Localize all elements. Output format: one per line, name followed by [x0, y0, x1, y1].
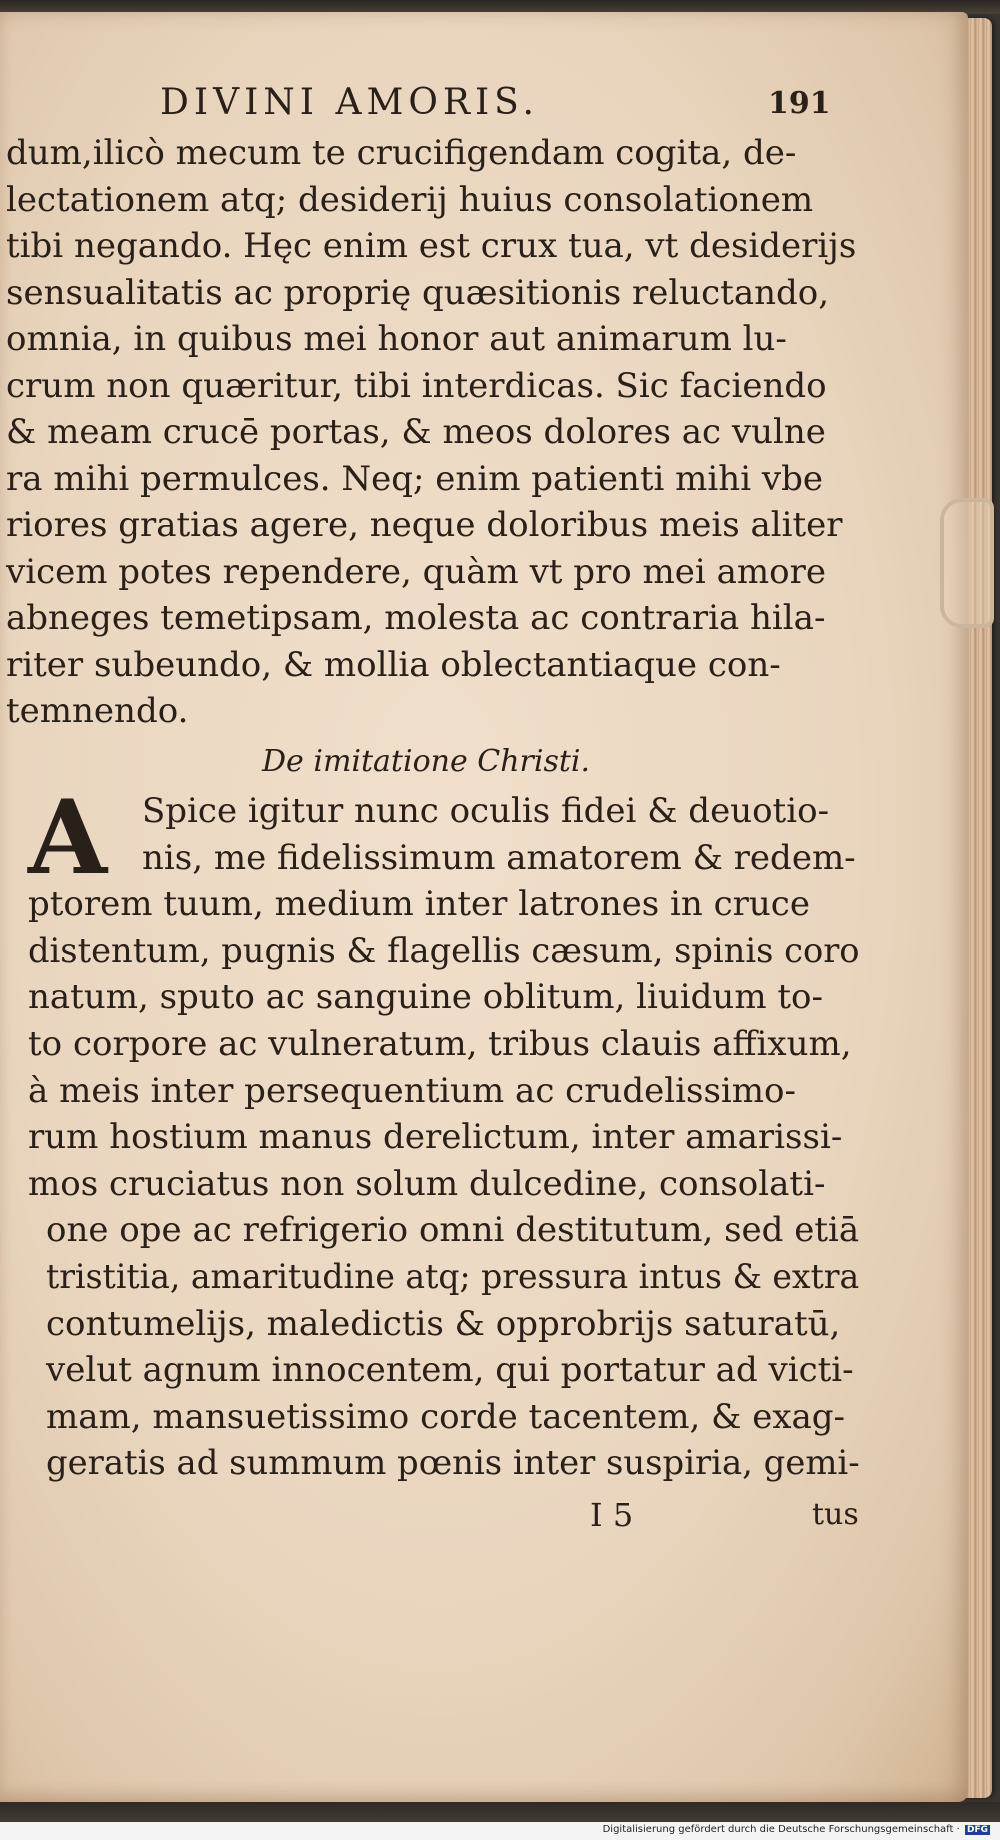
section-heading: De imitatione Christi. [262, 744, 591, 779]
text-line: crum non quæritur, tibi interdicas. Sic faciendo [6, 365, 827, 406]
dfg-logo: DFG [966, 1825, 988, 1835]
text-line: à meis inter persequentium ac crudelissimo- [28, 1070, 796, 1111]
digitization-credit [603, 1824, 990, 1835]
text-line: natum, sputo ac sanguine oblitum, liuidum to- [28, 977, 823, 1018]
text-line: mos cruciatus non solum dulcedine, consolati- [28, 1163, 826, 1204]
text-line: sensualitatis ac proprię quæsitionis reluctando, [6, 272, 830, 313]
text-line: ptorem tuum, medium inter latrones in cruce [28, 884, 810, 925]
credit-text: Digitalisierung gefördert durch die Deutsche Forschungsgemeinschaft · [602, 1824, 960, 1835]
text-line: distentum, pugnis & flagellis cæsum, spinis coro [28, 930, 860, 971]
text-line: & meam crucē portas, & meos dolores ac vulne [6, 412, 826, 452]
text-line: ra mihi permulces. Neq; enim patienti mihi vbe [6, 458, 823, 499]
running-head: DIVINI AMORIS. [160, 82, 539, 123]
text-line: vicem potes rependere, quàm vt pro mei amore [6, 551, 826, 592]
text-line: nis, me fidelissimum amatorem & redem- [142, 837, 856, 878]
text-line: rum hostium manus derelictum, inter amarissi- [28, 1117, 843, 1158]
text-line: abneges temetipsam, molesta ac contraria hila- [6, 598, 826, 638]
text-line: lectationem atq; desiderij huius consolationem [6, 179, 814, 220]
book-clasp [940, 498, 994, 628]
text-line: riores gratias agere, neque doloribus meis aliter [6, 505, 843, 545]
page-number: 191 [768, 86, 831, 121]
text-line: tibi negando. Hęc enim est crux tua, vt desiderijs [6, 226, 857, 266]
signature-mark: I 5 [590, 1496, 634, 1534]
text-line: tristitia, amaritudine atq; pressura intus & extra [46, 1257, 860, 1297]
text-line: dum,ilicò mecum te crucifigendam cogita, de- [6, 133, 797, 173]
catchword: tus [812, 1497, 859, 1532]
text-line: velut agnum innocentem, qui portatur ad victi- [46, 1350, 854, 1391]
text-line: temnendo. [6, 691, 189, 731]
book-bottom-edge [0, 1802, 1000, 1822]
drop-cap: A [28, 778, 108, 898]
text-line: to corpore ac vulneratum, tribus clauis affixum, [28, 1024, 852, 1064]
text-line: contumelijs, maledictis & opprobrijs saturatū, [46, 1303, 841, 1344]
text-line: one ope ac refrigerio omni destitutum, sed etiā [46, 1210, 860, 1251]
text-line: Spice igitur nunc oculis fidei & deuotio- [142, 791, 830, 831]
text-line: geratis ad summum pœnis inter suspiria, gemi- [46, 1443, 860, 1484]
text-line: mam, mansuetissimo corde tacentem, & exag- [46, 1396, 846, 1437]
text-line: omnia, in quibus mei honor aut animarum lu- [6, 319, 787, 359]
text-line: riter subeundo, & mollia oblectantiaque con- [6, 644, 781, 685]
